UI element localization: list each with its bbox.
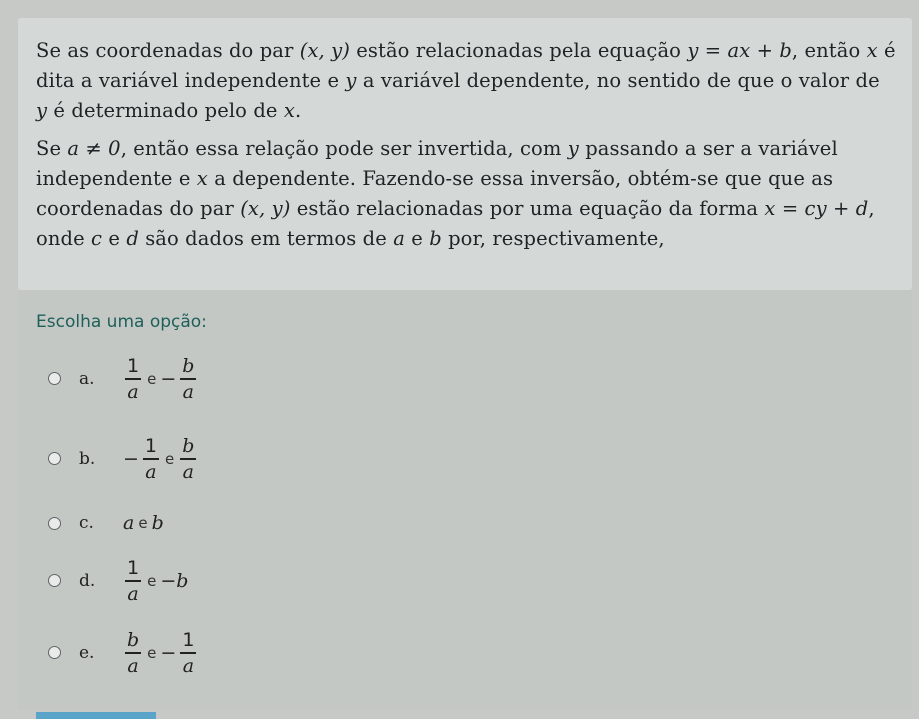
question-text [36,36,896,254]
conjunction: e [147,369,157,388]
numerator: b [127,629,140,651]
option-answer [123,512,164,534]
conjunction: e [138,514,148,532]
math: a ≠ 0 [67,137,121,160]
option-d[interactable] [48,558,188,604]
option-e[interactable] [48,630,198,676]
fraction [180,630,196,676]
minus-sign: − [160,641,177,664]
fraction [125,356,141,402]
denominator: a [182,460,194,483]
value: a [123,512,135,534]
value: b [151,512,164,534]
option-letter: c. [79,513,94,533]
math: (x, y) [240,197,291,220]
option-answer [123,436,198,482]
text: , então essa relação pode ser invertida, com [120,137,568,160]
option-letter: b. [79,448,96,469]
option-letter: d. [79,570,96,591]
radio-option-c[interactable] [48,517,61,530]
conjunction: e [147,571,157,590]
text: , onde [36,197,875,250]
fraction [143,436,159,482]
option-answer [123,630,198,676]
denominator: a [182,380,194,403]
denominator: a [127,654,139,677]
text: estão relacionadas por uma equação da forma [290,197,765,220]
text: , então [791,39,867,62]
option-letter: a. [79,368,95,389]
text: passando a ser a variável independente e [36,137,838,190]
math: c [91,227,103,250]
option-b[interactable] [48,436,198,482]
math: x [196,167,208,190]
math: x = cy + d [764,197,869,220]
fraction-bar [180,652,196,654]
math: x [283,99,295,122]
question-paragraph-1 [36,36,896,126]
text: . [294,99,302,122]
fraction [180,436,196,482]
option-letter: e. [79,642,95,663]
text: a dependente. Fazendo-se essa inversão, obtém-se que que as coordenadas do par [36,167,834,220]
text: e [404,227,430,250]
option-a[interactable] [48,356,198,402]
math: y [345,69,357,92]
text: e [102,227,127,250]
math: a [393,227,405,250]
numerator: 1 [127,355,140,377]
fraction-bar [180,378,196,380]
denominator: a [127,582,139,605]
math: y [567,137,579,160]
prompt-label: Escolha uma opção: [36,312,207,332]
numerator: b [182,355,195,377]
fraction-bar [180,458,196,460]
text: é dita a variável independente e [36,39,896,92]
minus-sign: − [123,447,139,470]
text: Se as coordenadas do par [36,39,300,62]
option-c[interactable] [48,512,164,534]
fraction [125,558,141,604]
math: x [866,39,878,62]
numerator: 1 [127,557,140,579]
fraction-bar [143,458,159,460]
minus-sign: − [160,367,177,390]
fraction-bar [125,378,141,380]
fraction [125,630,141,676]
submit-button-edge[interactable] [36,712,156,719]
text: a variável dependente, no sentido de que o valor de [356,69,880,92]
text: estão relacionadas pela equação [349,39,688,62]
fraction-bar [125,652,141,654]
text: é determinado pelo de [47,99,284,122]
value: −b [160,569,189,592]
numerator: 1 [144,435,158,457]
fraction [180,356,196,402]
numerator: 1 [182,629,195,651]
radio-option-e[interactable] [48,646,61,659]
denominator: a [145,460,157,483]
denominator: a [182,654,195,677]
math: (x, y) [299,39,350,62]
radio-option-d[interactable] [48,574,61,587]
denominator: a [127,380,139,403]
option-answer [123,558,188,604]
numerator: b [182,435,195,457]
radio-option-b[interactable] [48,452,61,465]
math: y [36,99,48,122]
question-paragraph-2 [36,134,896,254]
math: b [429,227,442,250]
conjunction: e [165,449,175,468]
radio-option-a[interactable] [48,372,61,385]
option-answer [123,356,198,402]
text: Se [36,137,68,160]
text: por, respectivamente, [441,227,665,250]
math: d [126,227,139,250]
text: são dados em termos de [138,227,394,250]
conjunction: e [147,643,157,662]
math: y = ax + b [687,39,792,62]
fraction-bar [125,580,141,582]
